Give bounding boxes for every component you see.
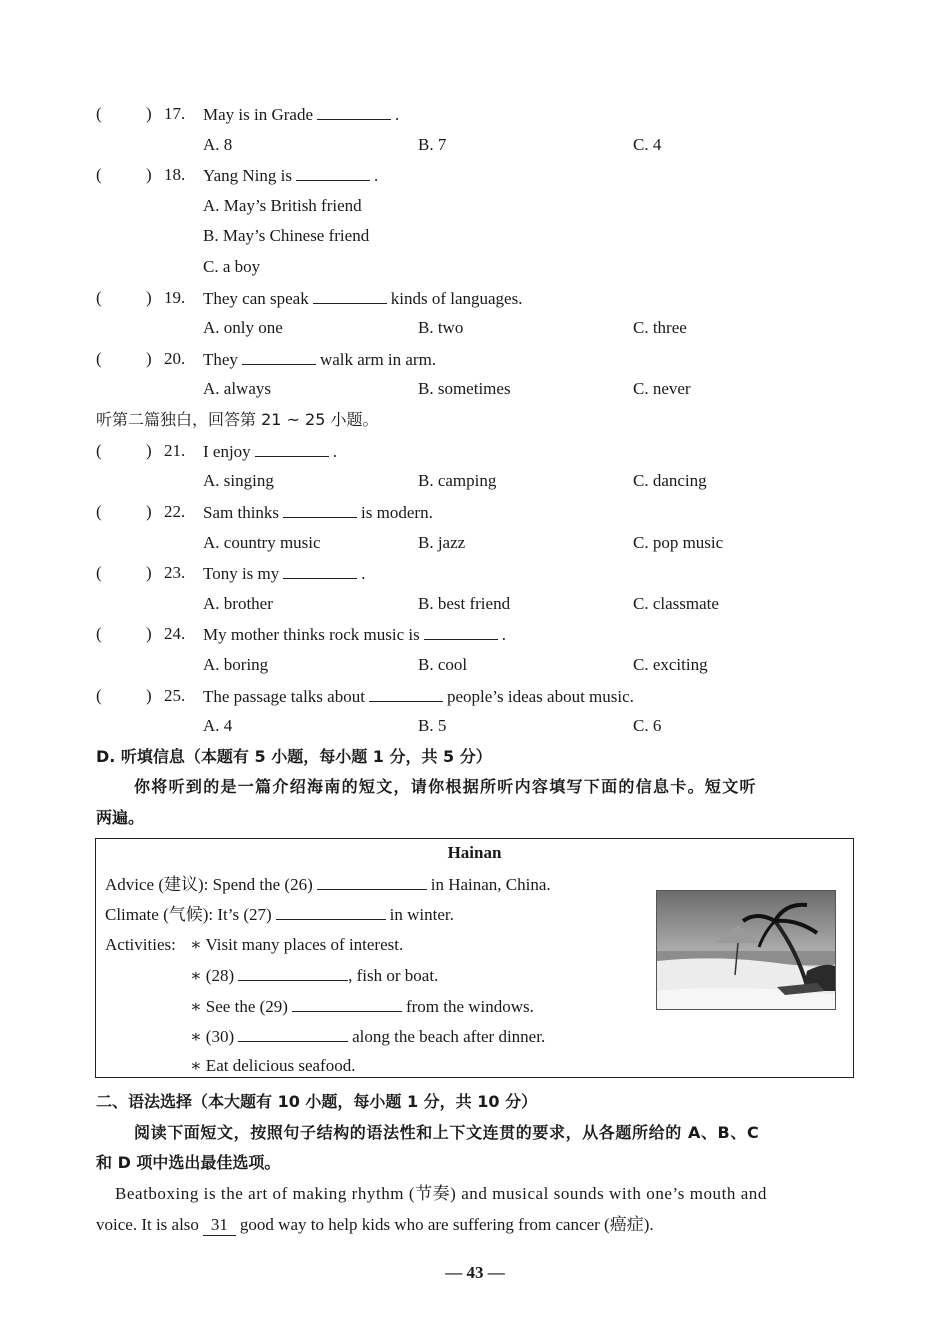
option-b: B. jazz (418, 533, 466, 552)
advice-row: Advice (建议): Spend the (26) in Hainan, China. (105, 875, 551, 894)
blank-28[interactable] (238, 965, 348, 981)
option-a: A. country music (203, 533, 321, 552)
option-b: B. May’s Chinese friend (203, 226, 370, 245)
answer-bracket[interactable]: ( ) (96, 349, 152, 368)
section-d-heading: D. 听填信息（本题有 5 小题，每小题 1 分，共 5 分） (96, 747, 492, 766)
blank-31[interactable]: 31 (203, 1215, 236, 1236)
question-text: I enjoy . (203, 442, 337, 461)
option-b: B. 7 (418, 135, 447, 154)
option-c: C. 6 (633, 716, 662, 735)
answer-bracket[interactable]: ( ) (96, 563, 152, 582)
option-c: C. exciting (633, 655, 708, 674)
question-text: Tony is my . (203, 564, 366, 583)
activity-5: ∗ Eat delicious seafood. (190, 1056, 356, 1075)
answer-bracket[interactable]: ( ) (96, 165, 152, 184)
activity-3: ∗ See the (29) from the windows. (190, 997, 534, 1016)
option-b: B. sometimes (418, 379, 511, 398)
option-a: A. 4 (203, 716, 233, 735)
question-text: They can speak kinds of languages. (203, 289, 523, 308)
question-text: Yang Ning is . (203, 166, 379, 185)
info-card-title: Hainan (447, 843, 502, 862)
option-a: A. brother (203, 594, 273, 613)
question-number: 25. (164, 686, 186, 705)
section-two-instruction-cont: 和 D 项中选出最佳选项。 (96, 1153, 281, 1172)
section-two-heading: 二、语法选择（本大题有 10 小题，每小题 1 分，共 10 分） (96, 1092, 538, 1111)
climate-row: Climate (气候): It’s (27) in winter. (105, 905, 454, 924)
question-number: 17. (164, 104, 186, 123)
passage-line-1: Beatboxing is the art of making rhythm (节奏) and musical sounds with one’s mouth and (115, 1184, 767, 1203)
question-number: 20. (164, 349, 186, 368)
option-a: A. boring (203, 655, 269, 674)
question-text: Sam thinks is modern. (203, 503, 433, 522)
question-text: The passage talks about people’s ideas about music. (203, 687, 634, 706)
option-c: C. classmate (633, 594, 719, 613)
passage-line-2: voice. It is also 31 good way to help kids who are suffering from cancer (癌症). (96, 1215, 654, 1234)
page-number: — 43 — (445, 1263, 505, 1282)
answer-bracket[interactable]: ( ) (96, 441, 152, 460)
question-number: 22. (164, 502, 186, 521)
question-number: 19. (164, 288, 186, 307)
answer-bracket[interactable]: ( ) (96, 104, 152, 123)
beach-photo (656, 890, 836, 1010)
blank-30[interactable] (238, 1026, 348, 1042)
activity-4: ∗ (30) along the beach after dinner. (190, 1027, 546, 1046)
option-b: B. best friend (418, 594, 511, 613)
option-c: C. never (633, 379, 691, 398)
question-number: 23. (164, 563, 186, 582)
option-a: A. singing (203, 471, 274, 490)
option-b: B. 5 (418, 716, 447, 735)
section-d-instruction-cont: 两遍。 (96, 808, 145, 827)
option-c: C. three (633, 318, 687, 337)
blank-26[interactable] (317, 874, 427, 890)
activities-label: Activities: (105, 935, 176, 954)
option-b: B. two (418, 318, 464, 337)
answer-bracket[interactable]: ( ) (96, 288, 152, 307)
option-a: A. only one (203, 318, 283, 337)
option-a: A. May’s British friend (203, 196, 362, 215)
monologue-note: 听第二篇独白，回答第 21 ~ 25 小题。 (96, 410, 379, 429)
blank-29[interactable] (292, 996, 402, 1012)
option-a: A. 8 (203, 135, 233, 154)
answer-bracket[interactable]: ( ) (96, 686, 152, 705)
option-c: C. 4 (633, 135, 662, 154)
option-b: B. cool (418, 655, 468, 674)
answer-bracket[interactable]: ( ) (96, 502, 152, 521)
blank-27[interactable] (276, 904, 386, 920)
option-c: C. pop music (633, 533, 724, 552)
option-c: C. a boy (203, 257, 261, 276)
question-number: 24. (164, 624, 186, 643)
question-text: They walk arm in arm. (203, 350, 437, 369)
section-two-instruction: 阅读下面短文，按照句子结构的语法性和上下文连贯的要求，从各题所给的 A、B、C (134, 1123, 760, 1142)
question-number: 21. (164, 441, 186, 460)
option-c: C. dancing (633, 471, 707, 490)
question-text: May is in Grade . (203, 105, 400, 124)
answer-bracket[interactable]: ( ) (96, 624, 152, 643)
section-d-instruction: 你将听到的是一篇介绍海南的短文，请你根据所听内容填写下面的信息卡。短文听 (134, 777, 757, 796)
activity-2: ∗ (28) , fish or boat. (190, 966, 439, 985)
option-b: B. camping (418, 471, 497, 490)
activity-1: ∗ Visit many places of interest. (190, 935, 404, 954)
question-number: 18. (164, 165, 186, 184)
question-text: My mother thinks rock music is . (203, 625, 506, 644)
option-a: A. always (203, 379, 271, 398)
